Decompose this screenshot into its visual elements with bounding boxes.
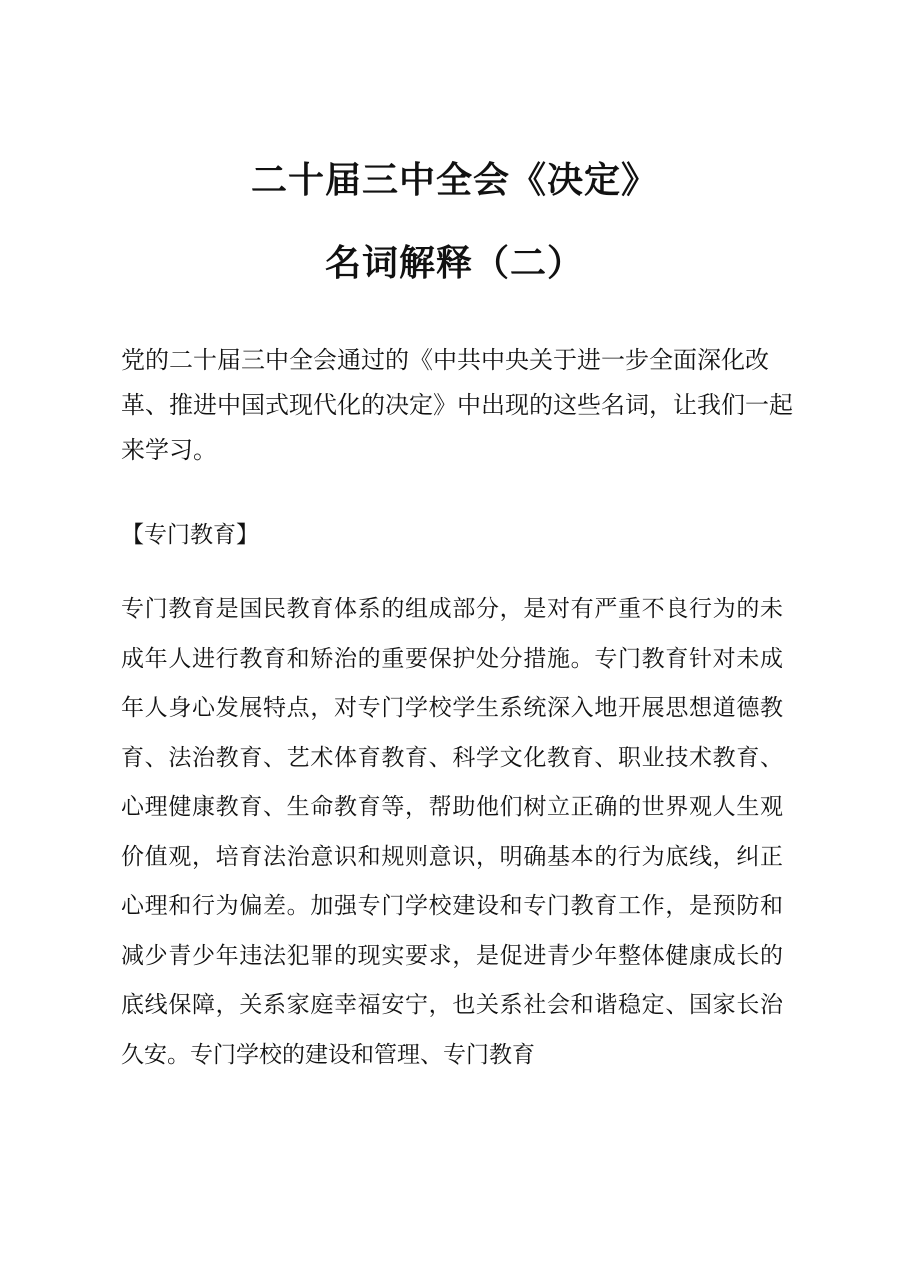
section-heading: 【专门教育】 — [121, 522, 259, 548]
document-title: 二十届三中全会《决定》 — [250, 159, 658, 201]
intro-paragraph: 党的二十届三中全会通过的《中共中央关于进一步全面深化改革、推进中国式现代化的决定》中出现的这些名词，让我们一起来学习。 — [121, 346, 793, 464]
section-body-paragraph: 专门教育是国民教育体系的组成部分，是对有严重不良行为的未成年人进行教育和矫治的重要保护处分措施。专门教育针对未成年人身心发展特点，对专门学校学生系统深入地开展思想道德教育、法治教育、艺术体育教育、科学文化教育、职业技术教育、心理健康教育、生命教育等，帮助他们树立正确的世界观人生观价值观，培育法治意识和规则意识，明确基本的行为底线，纠正心理和行为偏差。加强专门学校建设和专门教育工作，是预防和减少青少年违法犯罪的现实要求，是促进青少年整体健康成长的底线保障，关系家庭幸福安宁，也关系社会和谐稳定、国家长治久安。专门学校的建设和管理、专门教育 — [121, 596, 783, 1068]
document-subtitle: 名词解释（二） — [324, 242, 584, 284]
